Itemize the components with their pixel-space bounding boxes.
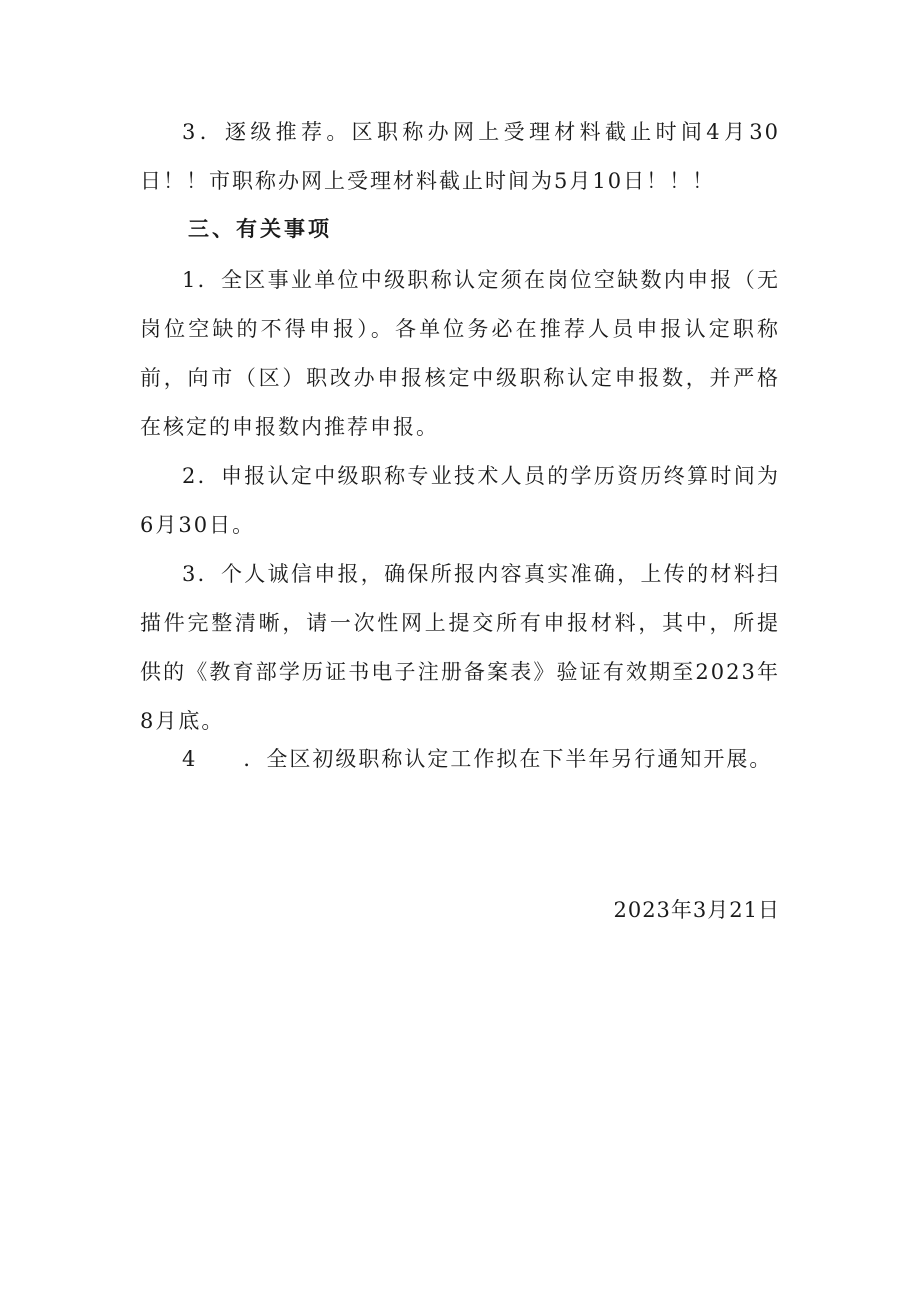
item-3-paragraph: 3．个人诚信申报，确保所报内容真实准确，上传的材料扫描件完整清晰，请一次性网上提交所有申报材料，其中，所提供的《教育部学历证书电子注册备案表》验证有效期至2023年8月底。: [140, 562, 780, 733]
item-2-paragraph: 2．申报认定中级职称专业技术人员的学历资历终算时间为6月30日。: [140, 464, 780, 537]
paragraph-recommend: 3．逐级推荐。区职称办网上受理材料截止时间4月30日！！市职称办网上受理材料截止时间为5月10日！！！: [140, 120, 780, 193]
item-1-paragraph: 1．全区事业单位中级职称认定须在岗位空缺数内申报（无岗位空缺的不得申报）。各单位务必在推荐人员申报认定职称前，向市（区）职改办申报核定中级职称认定申报数，并严格在核定的申报数内推荐申报。: [140, 268, 780, 439]
item-4-paragraph: 4 ．全区初级职称认定工作拟在下半年另行通知开展。: [182, 747, 773, 771]
document-date: 2023年3月21日: [613, 898, 780, 922]
section-heading: 三、有关事项: [188, 217, 332, 241]
